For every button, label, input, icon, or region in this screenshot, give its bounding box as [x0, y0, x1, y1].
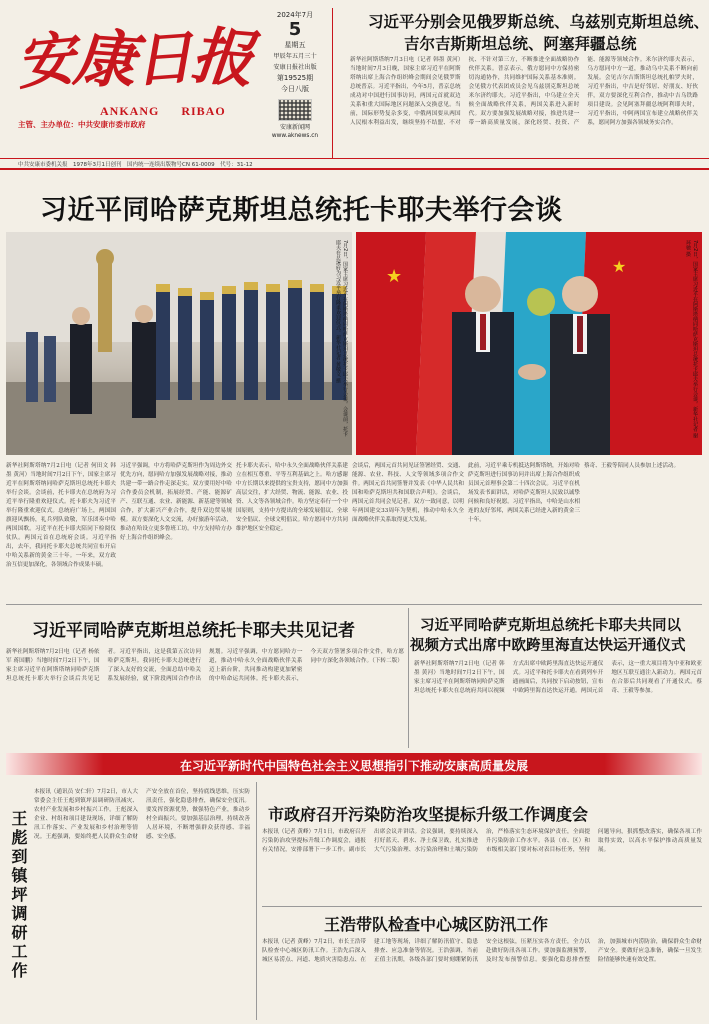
date-weekday: 星期五 — [284, 41, 306, 49]
top-story-body: 新华社阿斯塔纳7月3日电（记者 韩墨 黄河）当地时间7月3日晚，国家主席习近平在阿斯塔纳出席上海合作组织峰会期间会见俄罗斯总统普京。习近平指出，今年5月，普京总统成功对中国进行国事访问，两国元首就双边关系和重大国际地区问题深入交换意见。当前，国际形势复杂多变，中俄两国要从两国人民根本利益出发，继续坚持不结盟、不对抗、不针对第三方，不断推进全面战略协作伙伴关系。普京表示，俄方愿同中方保持密切沟通协作，共同维护国际关系基本准则。会见俄方代表团成员会见乌兹别克斯坦总统米尔济约耶夫。习近平指出，中乌建立全天候全面战略伙伴关系，两国关系进入新时代。双方要加强发展战略对接，推进共建一带一路高质量发展，深化经贸、投资、产能、能源等领域合作。米尔济约耶夫表示，乌方愿同中方一道，推动乌中关系不断向前发展。会见吉尔吉斯斯坦总统扎帕罗夫时，习近平指出，中吉是好邻居、好朋友、好伙伴，双方要深化互利合作，推动中吉乌铁路项目建设。会见阿塞拜疆总统阿利耶夫时，习近平指出，中阿两国宣布建立战略伙伴关系，愿同阿方加强各领域务实合作。 — [350, 57, 698, 126]
story5-body: 本报讯（记者 黄峰）7月1日，市政府召开污染防治攻坚提标升级工作调度会，通报有关情况，安排部署下一步工作。副市长出席会议并讲话。会议强调，要持续深入打好蓝天、碧水、净土保卫战，扎实推进大气污染治理、水污染治理和土壤污染防治，严格落实生态环境保护责任，全面提升污染防治工作水平。各县（市、区）和市级相关部门要对标对表目标任务，坚持问题导向，狠抓整改落实，确保各项工作取得实效，以高水平保护推动高质量发展。 — [262, 829, 702, 853]
main-body-col-3: 托卡耶夫表示，哈中永久全面战略伙伴关系建立在相互尊重、平等互利基础之上。哈方感谢中方长期以来提供的宝贵支持，愿同中方加强高层交往，扩大经贸、物流、能源、农业、投资、人文等各领域合作。哈方坚定奉行一个中国原则，支持中方提出的全球发展倡议、全球安全倡议、全球文明倡议。哈方愿同中方共同维护地区安全稳定。 — [236, 463, 348, 532]
story4-headline-1: 习近平同哈萨克斯坦总统托卡耶夫共同以 — [420, 618, 681, 634]
story-vertical-divider — [408, 608, 409, 748]
publisher: 安康日报社出版 — [273, 64, 317, 71]
masthead-char-1: 安 — [13, 24, 78, 98]
story3-body: 新华社阿斯塔纳7月2日电（记者 杨依军 蒋国鹏）当地时间7月2日下午，国家主席习近平在阿斯塔纳同哈萨克斯坦总统托卡耶夫举行会谈后共见记者。习近平指出，这是我第五次访问哈萨克斯坦。我同托卡耶夫总统进行了深入友好的交流，全面总结中哈关系发展经验，就下阶段两国合作作出规划。习近平强调，中方愿同哈方一道，推动中哈永久全面战略伙伴关系迈上新台阶，共同推动构建更加紧密的中哈命运共同体。托卡耶夫表示，今天双方签署多项合作文件，哈方愿同中方深化各领域合作。（下转二版） — [6, 649, 404, 682]
section-banner — [6, 753, 702, 775]
info-bar-text: 中共安康市委机关报 1978年3月1日创刊 国内统一连续出版物号CN 61-0009 代号：31-12 — [18, 162, 253, 168]
section-divider-1 — [6, 604, 702, 605]
section-divider-2 — [262, 906, 702, 907]
masthead-char-3: 日 — [132, 23, 195, 95]
masthead-char-4: 报 — [188, 18, 257, 97]
date-month: 2024年7月 — [276, 11, 314, 19]
date-block — [262, 6, 328, 156]
story6-headline: 王浩带队检查中心城区防汛工作 — [324, 915, 549, 934]
side-column — [6, 782, 254, 1020]
top-story — [340, 4, 709, 158]
top-story-headline-1: 习近平分别会见俄罗斯总统、乌兹别克斯坦总统、 — [368, 13, 709, 31]
side-column-divider — [256, 782, 257, 1020]
main-body-col-2: 习近平强调，中方将哈萨克斯坦作为周边外交优先方向，愿同哈方加强发展战略对接，推动共建一带一路合作走深走实。双方要用好中哈合作委员会机制，拓展经贸、产能、能源矿产、互联互通、农业、新能源、新基建等领域合作，扩大新兴产业合作，提升双边贸易规模。双方要深化人文交流，办好旅游年活动，推动在哈设立更多鲁班工坊。中方支持哈方办好上海合作组织峰会。 — [120, 463, 232, 541]
main-body-col-4: 会谈后，两国元首共同见证签署经贸、交通、能源、农业、科技、人文等领域多项合作文件。两国元首共同签署并发表《中华人民共和国和哈萨克斯坦共和国联合声明》。会谈后，两国元首共同会见记者。双方一致同意，以明年两国建交33周年为契机，推动中哈永久全面战略伙伴关系取得更大发展。 — [352, 463, 464, 523]
qr-code — [278, 99, 312, 121]
page-count: 今日八版 — [281, 85, 309, 93]
site-url[interactable]: www.aknews.cn — [271, 133, 319, 139]
masthead-pinyin — [100, 104, 226, 119]
story5-headline: 市政府召开污染防治攻坚提标升级工作调度会 — [268, 805, 589, 824]
masthead-slogan: 主管、主办单位：中共安康市委市政府 — [18, 120, 146, 129]
info-bar — [0, 158, 709, 168]
photo-right — [356, 232, 702, 455]
masthead-title — [13, 6, 257, 100]
masthead-date-divider — [332, 8, 333, 158]
side-column-body: 本报讯（通讯员 安仁轩）7月2日，市人大常委会主任王彪到镇坪县调研防汛减灾、农村产业发展和乡村振兴工作。王彪深入企业、村组和项目建设现场，详细了解防汛工作落实、产业发展和乡村治理等情况。王彪强调，要始终把人民群众生命财产安全放在首位，坚持底线思维，压实防汛责任，强化隐患排查，确保安全度汛。要发挥资源优势，做强特色产业，推动乡村全面振兴。要加强基层治理，持续改善人居环境，不断增强群众获得感、幸福感、安全感。 — [34, 789, 250, 840]
story3-headline: 习近平同哈萨克斯坦总统托卡耶夫共见记者 — [32, 621, 355, 641]
pinyin-right: RIBAO — [181, 104, 226, 118]
top-story-headline-2: 吉尔吉斯斯坦总统、阿塞拜疆总统 — [404, 35, 637, 53]
story6-body: 本报讯（记者 黄峰）7月2日，市长王浩带队检查中心城区防汛工作。王浩先后深入城区易涝点、河道、地质灾害隐患点、在建工地等现场，详细了解防汛值守、隐患排查、应急准备等情况。王浩强调，当前正值主汛期，各级各部门要时刻绷紧防汛安全这根弦，压紧压实各方责任，全力以赴做好防汛各项工作。要加强监测预警，及时发布预警信息。要强化隐患排查整治，加强城市内涝防治，确保群众生命财产安全。要做好应急准备，确保一旦发生险情能够快速有效处置。 — [262, 939, 702, 963]
photo-left-caption: 7月2日，国家主席习近平在阿斯塔纳同哈萨克斯坦总统托卡耶夫举行会谈。会谈前，托卡耶夫在总统府为习近平举行隆重欢迎仪式。新华社记者 黄敬文 摄 — [335, 240, 348, 437]
site-name: 安康新闻网 — [279, 124, 310, 131]
masthead-char-2: 康 — [71, 20, 139, 99]
main-headline: 习近平同哈萨克斯坦总统托卡耶夫举行会谈 — [40, 195, 563, 226]
date-lunar: 甲辰年五月三十 — [273, 53, 317, 60]
story4-headline-2: 视频方式出席中欧跨里海直达快运开通仪式 — [410, 638, 686, 654]
side-column-title: 王彪到镇坪调研工作 — [9, 810, 28, 981]
story4-body: 新华社阿斯塔纳7月2日电（记者 韩墨 黄河）当地时间7月2日下午，国家主席习近平在阿斯塔纳同哈萨克斯坦总统托卡耶夫在总统府共同以视频方式出席中欧跨里海直达快运开通仪式。习近平和托卡耶夫在看到列车开通画面后，共同按下启动按钮，宣布中欧跨里海直达快运开通。两国元首表示，这一重大项目将为中亚和欧亚地区互联互通注入新动力。两国元首在合影后共同观看了开通仪式。蔡奇、王毅等参加。 — [414, 661, 702, 694]
handshake-illustration — [356, 232, 702, 455]
photo-left — [6, 232, 352, 455]
main-body-col-6: 蔡奇、王毅等陪同人员参加上述活动。 — [584, 463, 680, 469]
masthead-divider — [0, 168, 709, 170]
svg-text:★: ★ — [386, 266, 403, 287]
main-body-col-5: 此前，习近平乘专机抵达阿斯塔纳，开始对哈萨克斯坦进行国事访问并出席上海合作组织成员国元首理事会第二十四次会议。习近平在机场发表书面讲话，对哈萨克斯坦人民致以诚挚问候和良好祝愿。习近平指出，中哈是山水相连的友好邻邦，两国关系已经进入新的黄金三十年。 — [468, 463, 580, 523]
main-body-col-1: 新华社阿斯塔纳7月2日电（记者 何田文 韩墨 黄河）当地时间7月2日下午，国家主席习近平在阿斯塔纳同哈萨克斯坦总统托卡耶夫举行会谈。会谈前，托卡耶夫在总统府为习近平举行隆重欢迎仪式。托卡耶夫为习近平举行隆重欢迎仪式。总统府广场上，两国国旗迎风飘扬，礼兵列队致敬，军乐团奏中哈两国国歌。习近平在托卡耶夫陪同下检阅仪仗队。两国元首在总统府会谈。习近平指出，去年，我同托卡耶夫总统共同宣布开启中哈关系新的黄金三十年。一年来，双方政治互信更加深化，各领域合作成果丰硕。 — [6, 463, 116, 568]
svg-text:★: ★ — [612, 257, 627, 276]
pinyin-left: ANKANG — [100, 104, 160, 118]
honor-guard-illustration — [6, 232, 352, 455]
issue-number: 第19525期 — [276, 74, 314, 82]
photo-right-caption: 7月2日，国家主席习近平在阿斯塔纳同哈萨克斯坦总统托卡耶夫举行会谈。新华社记者 谢环驰 摄 — [685, 240, 698, 438]
date-day: 5 — [288, 19, 302, 40]
banner-text: 在习近平新时代中国特色社会主义思想指引下推动安康高质量发展 — [179, 759, 528, 773]
